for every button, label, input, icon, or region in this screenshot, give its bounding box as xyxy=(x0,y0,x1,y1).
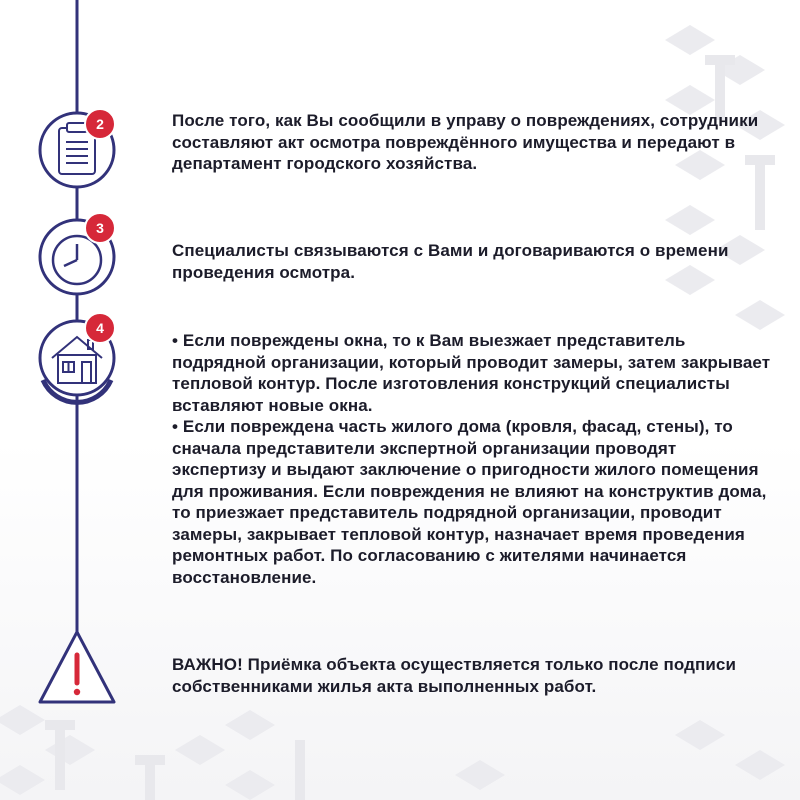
step-4-marker xyxy=(40,313,115,402)
warning-icon xyxy=(40,632,114,702)
step-2-marker xyxy=(40,109,115,187)
step-3-marker xyxy=(40,213,115,294)
step-2-text: После того, как Вы сообщили в управу о повреждениях, сотрудники составляют акт осмотра повреждённого имущества и передают в департамент городского хозяйства. xyxy=(172,111,759,173)
step-2-number: 2 xyxy=(96,116,104,132)
house-damage-bullet: • Если повреждена часть жилого дома (кровля, фасад, стены), то сначала представители экспертной организации проводят экспертизу и выдают заключение о пригодности жилого помещения для проживания. Если повреждения не влияют на конструктив дома, то приезжает представитель подрядной организации, проводит замеры, закрывает тепловой контур, назначает время проведения ремонтных работ. По согласованию с жителями начинается восстановление. xyxy=(172,417,767,587)
timeline xyxy=(0,0,160,800)
important-note: ВАЖНО! Приёмка объекта осуществляется только после подписи собственниками жилья акта выполненных работ. xyxy=(172,655,737,696)
step-3-text: Специалисты связываются с Вами и договариваются о времени проведения осмотра. xyxy=(172,241,729,282)
windows-bullet: • Если повреждены окна, то к Вам выезжает представитель подрядной организации, который проводит замеры, затем закрывает тепловой контур. После изготовления конструкций специалисты вставляют новые окна. xyxy=(172,331,771,415)
step-4-text xyxy=(172,330,772,588)
step-4-number: 4 xyxy=(96,320,104,336)
step-3-number: 3 xyxy=(96,220,104,236)
